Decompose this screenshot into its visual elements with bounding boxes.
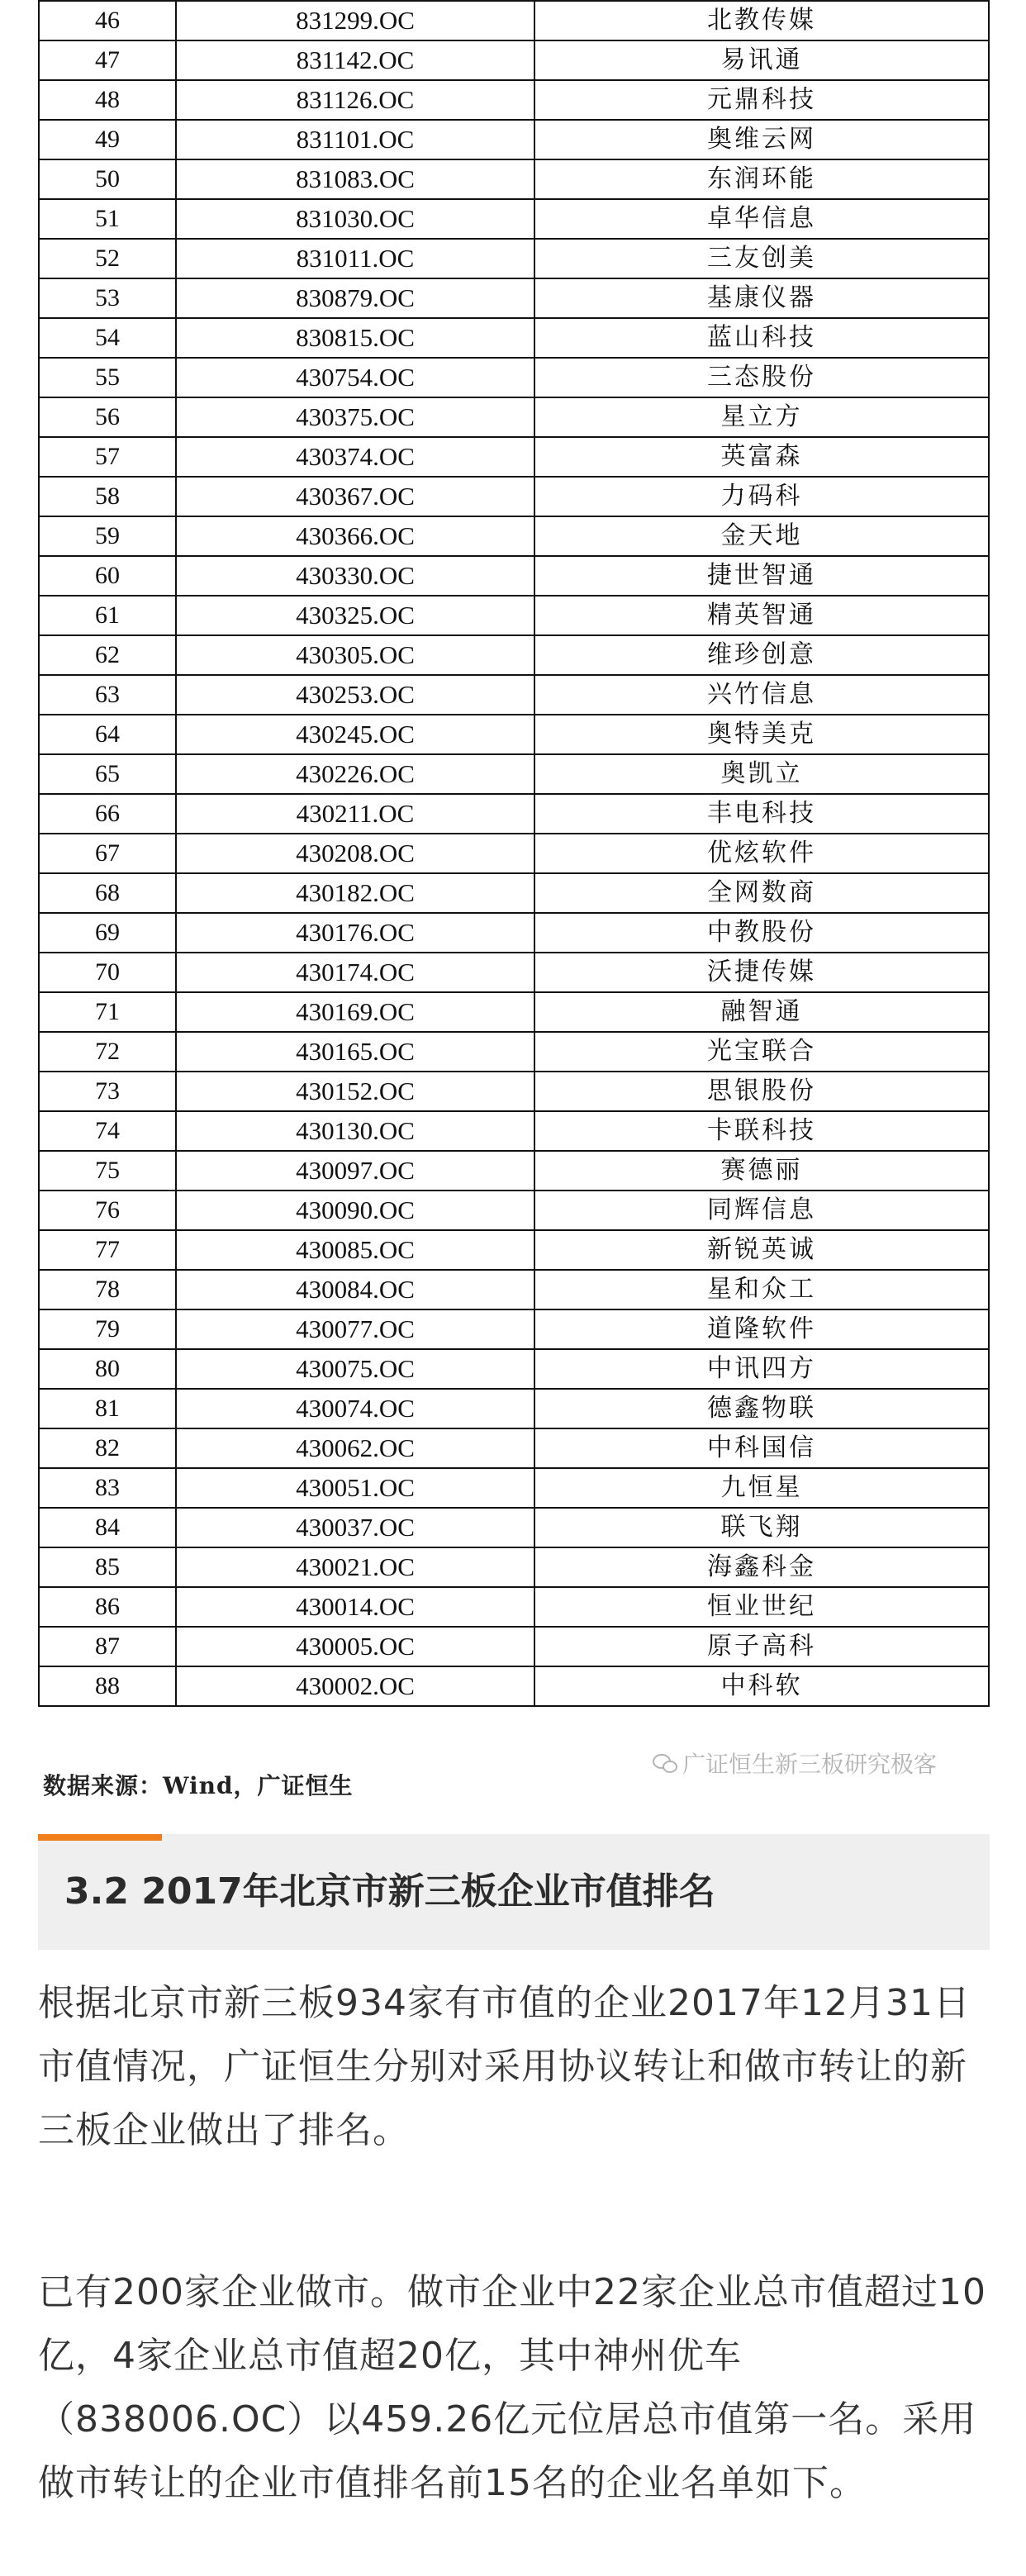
company-name: 精英智通 <box>534 596 989 635</box>
stock-code: 430208.OC <box>176 834 534 873</box>
stock-code: 831126.OC <box>176 80 534 120</box>
table-row <box>39 794 989 834</box>
row-number: 72 <box>39 1032 176 1072</box>
stock-code: 430085.OC <box>176 1230 534 1270</box>
company-name: 北教传媒 <box>534 1 989 40</box>
stock-code: 430152.OC <box>176 1072 534 1111</box>
row-number: 82 <box>39 1428 176 1468</box>
company-name: 三态股份 <box>534 358 989 397</box>
row-number: 86 <box>39 1587 176 1627</box>
table-row <box>39 1428 989 1468</box>
table-row <box>39 1 989 40</box>
stock-code: 430366.OC <box>176 516 534 556</box>
table-row <box>39 1389 989 1428</box>
row-number: 87 <box>39 1627 176 1666</box>
row-number: 84 <box>39 1508 176 1547</box>
stock-code: 430325.OC <box>176 596 534 635</box>
row-number: 51 <box>39 199 176 239</box>
table-row <box>39 953 989 992</box>
company-table-wrapper <box>38 0 990 1707</box>
row-number: 81 <box>39 1389 176 1428</box>
company-name: 中教股份 <box>534 913 989 953</box>
row-number: 46 <box>39 1 176 40</box>
table-row <box>39 199 989 239</box>
stock-code: 430074.OC <box>176 1389 534 1428</box>
row-number: 70 <box>39 953 176 992</box>
row-number: 53 <box>39 278 176 318</box>
table-row <box>39 358 989 397</box>
stock-code: 831011.OC <box>176 239 534 278</box>
company-name: 融智通 <box>534 992 989 1032</box>
table-row <box>39 1309 989 1349</box>
row-number: 80 <box>39 1349 176 1389</box>
row-number: 58 <box>39 477 176 516</box>
table-row <box>39 754 989 794</box>
section-header <box>38 1834 990 1950</box>
table-row <box>39 1151 989 1191</box>
stock-code: 430090.OC <box>176 1191 534 1230</box>
row-number: 83 <box>39 1468 176 1508</box>
company-name: 东润环能 <box>534 159 989 199</box>
stock-code: 430021.OC <box>176 1547 534 1587</box>
company-name: 卓华信息 <box>534 199 989 239</box>
company-name: 星和众工 <box>534 1270 989 1309</box>
stock-code: 430330.OC <box>176 556 534 596</box>
company-name: 奥维云网 <box>534 120 989 159</box>
section-title: 3.2 2017年北京市新三板企业市值排名 <box>64 1870 715 1913</box>
company-name: 卡联科技 <box>534 1111 989 1151</box>
table-row <box>39 992 989 1032</box>
table-row <box>39 1666 989 1706</box>
stock-code: 831142.OC <box>176 40 534 80</box>
stock-code: 831030.OC <box>176 199 534 239</box>
table-row <box>39 1072 989 1111</box>
stock-code: 430253.OC <box>176 675 534 715</box>
table-row <box>39 477 989 516</box>
company-name: 易讯通 <box>534 40 989 80</box>
table-row <box>39 1032 989 1072</box>
company-name: 道隆软件 <box>534 1309 989 1349</box>
company-name: 元鼎科技 <box>534 80 989 120</box>
table-row <box>39 120 989 159</box>
company-name: 赛德丽 <box>534 1151 989 1191</box>
company-table-body <box>39 1 989 1706</box>
stock-code: 830879.OC <box>176 278 534 318</box>
table-row <box>39 1547 989 1587</box>
company-name: 维珍创意 <box>534 635 989 675</box>
stock-code: 830815.OC <box>176 318 534 358</box>
stock-code: 430097.OC <box>176 1151 534 1191</box>
row-number: 55 <box>39 358 176 397</box>
row-number: 74 <box>39 1111 176 1151</box>
wechat-icon <box>653 1754 677 1772</box>
company-table <box>38 0 990 1707</box>
row-number: 68 <box>39 873 176 913</box>
table-row <box>39 1111 989 1151</box>
stock-code: 430130.OC <box>176 1111 534 1151</box>
company-name: 联飞翔 <box>534 1508 989 1547</box>
stock-code: 430176.OC <box>176 913 534 953</box>
stock-code: 430075.OC <box>176 1349 534 1389</box>
row-number: 47 <box>39 40 176 80</box>
stock-code: 831101.OC <box>176 120 534 159</box>
stock-code: 430374.OC <box>176 437 534 477</box>
stock-code: 430182.OC <box>176 873 534 913</box>
table-row <box>39 873 989 913</box>
company-name: 蓝山科技 <box>534 318 989 358</box>
table-row <box>39 1627 989 1666</box>
data-source-note: 数据来源：Wind，广证恒生 <box>43 1772 354 1799</box>
company-name: 力码科 <box>534 477 989 516</box>
row-number: 54 <box>39 318 176 358</box>
stock-code: 430084.OC <box>176 1270 534 1309</box>
company-name: 新锐英诚 <box>534 1230 989 1270</box>
row-number: 57 <box>39 437 176 477</box>
stock-code: 430367.OC <box>176 477 534 516</box>
company-name: 思银股份 <box>534 1072 989 1111</box>
table-row <box>39 913 989 953</box>
company-name: 奥特美克 <box>534 715 989 754</box>
stock-code: 430062.OC <box>176 1428 534 1468</box>
row-number: 49 <box>39 120 176 159</box>
table-row <box>39 1508 989 1547</box>
table-row <box>39 1270 989 1309</box>
row-number: 69 <box>39 913 176 953</box>
table-row <box>39 318 989 358</box>
row-number: 59 <box>39 516 176 556</box>
row-number: 77 <box>39 1230 176 1270</box>
stock-code: 430305.OC <box>176 635 534 675</box>
company-name: 沃捷传媒 <box>534 953 989 992</box>
table-row <box>39 239 989 278</box>
company-name: 海鑫科金 <box>534 1547 989 1587</box>
stock-code: 430165.OC <box>176 1032 534 1072</box>
table-row <box>39 159 989 199</box>
company-name: 英富森 <box>534 437 989 477</box>
stock-code: 430077.OC <box>176 1309 534 1349</box>
table-row <box>39 437 989 477</box>
row-number: 75 <box>39 1151 176 1191</box>
table-row <box>39 556 989 596</box>
table-row <box>39 1349 989 1389</box>
company-name: 星立方 <box>534 397 989 437</box>
stock-code: 430169.OC <box>176 992 534 1032</box>
table-row <box>39 278 989 318</box>
stock-code: 430226.OC <box>176 754 534 794</box>
table-row <box>39 80 989 120</box>
company-name: 中科软 <box>534 1666 989 1706</box>
company-name: 原子高科 <box>534 1627 989 1666</box>
table-row <box>39 40 989 80</box>
company-name: 同辉信息 <box>534 1191 989 1230</box>
stock-code: 831083.OC <box>176 159 534 199</box>
watermark <box>653 1747 937 1780</box>
company-name: 优炫软件 <box>534 834 989 873</box>
row-number: 64 <box>39 715 176 754</box>
row-number: 50 <box>39 159 176 199</box>
company-name: 全网数商 <box>534 873 989 913</box>
table-row <box>39 1468 989 1508</box>
row-number: 85 <box>39 1547 176 1587</box>
company-name: 九恒星 <box>534 1468 989 1508</box>
stock-code: 430375.OC <box>176 397 534 437</box>
table-row <box>39 635 989 675</box>
watermark-text: 广证恒生新三板研究极客 <box>682 1751 938 1778</box>
row-number: 60 <box>39 556 176 596</box>
stock-code: 430037.OC <box>176 1508 534 1547</box>
stock-code: 430174.OC <box>176 953 534 992</box>
company-name: 中讯四方 <box>534 1349 989 1389</box>
row-number: 88 <box>39 1666 176 1706</box>
paragraph-intro: 根据北京市新三板934家有市值的企业2017年12月31日市值情况，广证恒生分别对采用协议转让和做市转让的新三板企业做出了排名。 <box>38 1982 971 2151</box>
row-number: 79 <box>39 1309 176 1349</box>
stock-code: 430005.OC <box>176 1627 534 1666</box>
stock-code: 831299.OC <box>176 1 534 40</box>
table-row <box>39 516 989 556</box>
row-number: 65 <box>39 754 176 794</box>
stock-code: 430014.OC <box>176 1587 534 1627</box>
company-name: 捷世智通 <box>534 556 989 596</box>
stock-code: 430754.OC <box>176 358 534 397</box>
company-name: 光宝联合 <box>534 1032 989 1072</box>
table-row <box>39 397 989 437</box>
stock-code: 430245.OC <box>176 715 534 754</box>
table-row <box>39 834 989 873</box>
company-name: 德鑫物联 <box>534 1389 989 1428</box>
company-name: 丰电科技 <box>534 794 989 834</box>
company-name: 三友创美 <box>534 239 989 278</box>
company-name: 兴竹信息 <box>534 675 989 715</box>
company-name: 金天地 <box>534 516 989 556</box>
row-number: 78 <box>39 1270 176 1309</box>
row-number: 63 <box>39 675 176 715</box>
row-number: 71 <box>39 992 176 1032</box>
table-row <box>39 1191 989 1230</box>
row-number: 56 <box>39 397 176 437</box>
row-number: 67 <box>39 834 176 873</box>
company-name: 中科国信 <box>534 1428 989 1468</box>
stock-code: 430211.OC <box>176 794 534 834</box>
row-number: 48 <box>39 80 176 120</box>
table-row <box>39 675 989 715</box>
company-name: 基康仪器 <box>534 278 989 318</box>
section-accent-bar <box>38 1834 162 1841</box>
row-number: 62 <box>39 635 176 675</box>
company-name: 奥凯立 <box>534 754 989 794</box>
stock-code: 430051.OC <box>176 1468 534 1508</box>
company-name: 恒业世纪 <box>534 1587 989 1627</box>
stock-code: 430002.OC <box>176 1666 534 1706</box>
table-row <box>39 715 989 754</box>
table-row <box>39 1587 989 1627</box>
table-row <box>39 1230 989 1270</box>
row-number: 73 <box>39 1072 176 1111</box>
paragraph-market-making: 已有200家企业做市。做市企业中22家企业总市值超过10亿，4家企业总市值超20亿，其中神州优车（838006.OC）以459.26亿元位居总市值第一名。采用做市转让的企业市值排名前15名的企业名单如下。 <box>38 2271 986 2504</box>
row-number: 66 <box>39 794 176 834</box>
row-number: 61 <box>39 596 176 635</box>
row-number: 52 <box>39 239 176 278</box>
table-row <box>39 596 989 635</box>
row-number: 76 <box>39 1191 176 1230</box>
